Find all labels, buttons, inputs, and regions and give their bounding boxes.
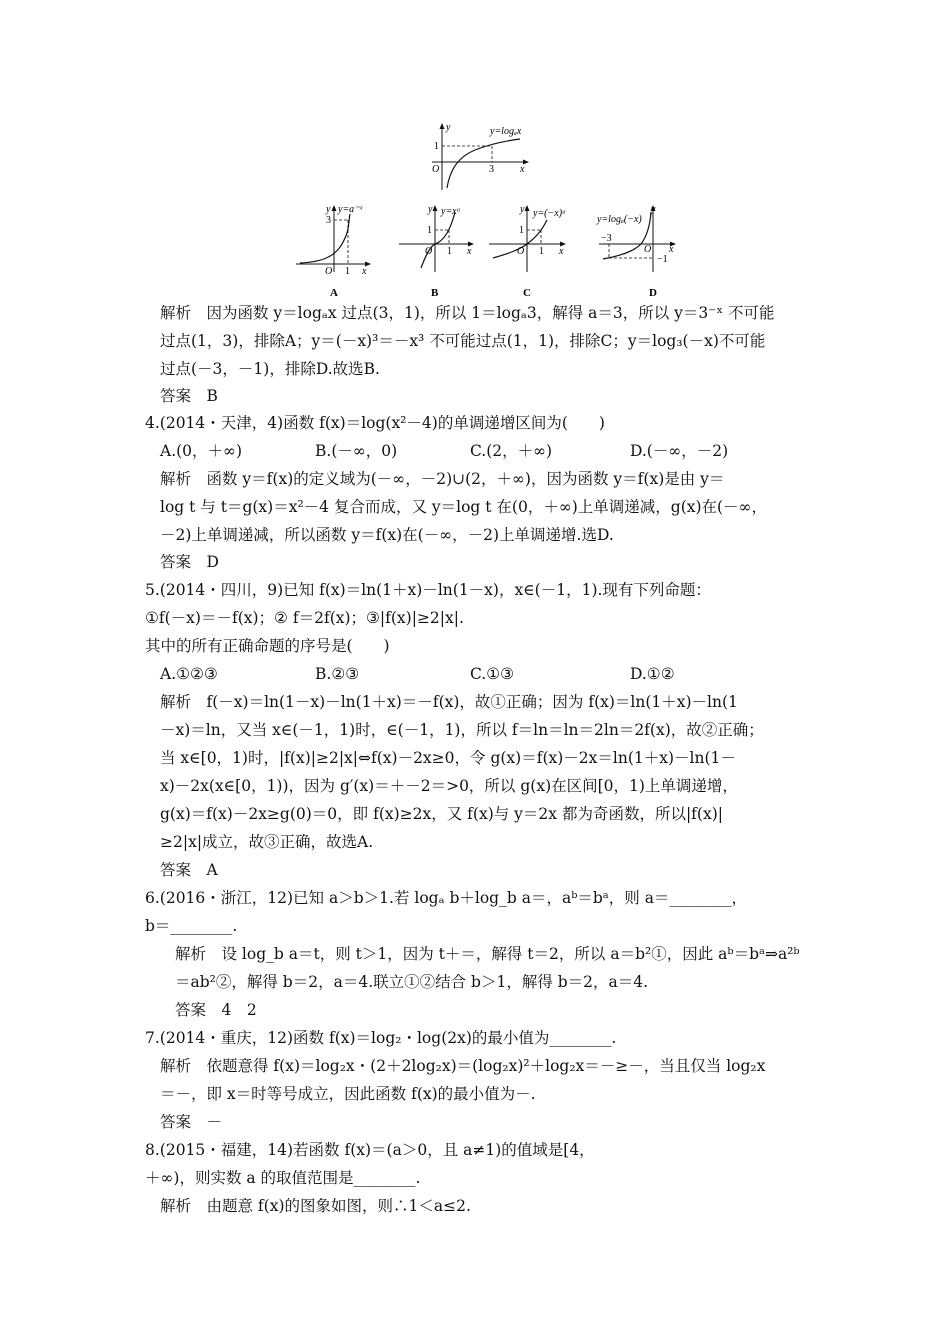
y-axis-label: y [520,204,525,215]
analysis-q3-line1: 解析 因为函数 y＝logₐx 过点(3，1)，所以 1＝logₐ3，解得 a＝3，所以 y＝3⁻ˣ 不可能 [160,304,775,322]
question-5-option-c: C.①③ [470,665,515,683]
question-6-stem: 6.(2016・浙江，12)已知 a＞b＞1.若 logₐ b＋log_b a＝，aᵇ＝bᵃ，则 a＝________， [145,889,747,907]
x-axis-label: x [559,246,564,257]
y-axis-label: y [428,204,433,215]
y-axis-label: y [651,204,656,215]
origin-label: O [517,246,525,257]
figure-option-c [487,200,567,300]
figure-main-log-graph [420,120,540,200]
analysis-q5-line6: ≥2|x|成立，故③正确，故选A. [160,833,374,851]
question-5-option-a: A.①②③ [160,665,218,683]
y-tick-label: 1 [519,225,524,236]
x-tick-label: 3 [489,164,494,175]
analysis-q6-line1: 解析 设 log_b a＝t，则 t＞1，因为 t＋＝，解得 t＝2，所以 a＝b²①，因此 aᵇ＝bᵃ⇒a²ᵇ [175,945,800,963]
question-5-prompt: 其中的所有正确命题的序号是( ) [145,637,390,655]
origin-label: O [325,266,333,277]
analysis-q7-line2: ＝－，即 x＝时等号成立，因此函数 f(x)的最小值为－. [160,1085,536,1103]
x-axis-label: x [520,164,525,175]
option-label: A [330,287,338,299]
curve-label: y=xᵃ [441,206,461,217]
origin-label: O [425,246,433,257]
x-tick-label: −3 [601,233,612,244]
analysis-q3-line2: 过点(1，3)，排除A；y＝(－x)³＝－x³ 不可能过点(1，1)，排除C；y＝log₃(－x)不可能 [160,332,766,350]
question-4-option-d: D.(－∞，－2) [630,442,729,460]
curve-label: y=logₐ(−x) [597,214,642,225]
analysis-q4-line1: 解析 函数 y＝f(x)的定义域为(－∞，－2)∪(2，＋∞)，因为函数 y＝f(x)是由 y＝ [160,470,725,488]
x-tick-label: 1 [447,246,452,257]
y-tick-label: 1 [427,225,432,236]
x-tick-label: 1 [539,246,544,257]
x-axis-label: x [467,246,472,257]
option-label: C [523,287,531,299]
question-5-propositions: ①f(－x)＝－f(x)；② f＝2f(x)；③|f(x)|≥2|x|. [145,609,464,627]
y-tick-label: 1 [434,141,439,152]
question-4-option-a: A.(0，＋∞) [160,442,242,460]
analysis-q7-line1: 解析 依题意得 f(x)＝log₂x・(2＋2log₂x)＝(log₂x)²＋log₂x＝－≥－，当且仅当 log₂x [160,1057,766,1075]
question-4-option-b: B.(－∞，0) [315,442,398,460]
analysis-q6-line2: ＝ab²②，解得 b＝2，a＝4.联立①②结合 b＞1，解得 b＝2，a＝4. [175,973,649,991]
x-axis-label: x [669,244,674,255]
question-7-stem: 7.(2014・重庆，12)函数 f(x)＝log₂・log(2x)的最小值为________. [145,1029,617,1047]
curve-label: y=a⁻ˣ [338,204,363,215]
figure-option-d [595,200,685,300]
option-label: B [431,287,439,299]
question-6-stem-cont: b＝________. [145,917,238,935]
question-8-stem: 8.(2015・福建，14)若函数 f(x)＝(a＞0，且 a≠1)的值域是[4， [145,1141,595,1159]
analysis-q4-line2: log t 与 t＝g(x)＝x²－4 复合而成，又 y＝log t 在(0，＋∞)上单调递减，g(x)在(－∞， [160,498,768,516]
x-tick-label: 1 [345,266,350,277]
y-tick-label: 3 [326,215,331,226]
figure-option-a [292,200,372,300]
y-axis-label: y [326,204,331,215]
curve-label: y=logₐx [490,126,522,137]
y-tick-label: −1 [657,254,668,265]
analysis-q5-line2: －x)＝ln，又当 x∈(－1，1)时，∈(－1，1)，所以 f＝ln＝ln＝2ln＝2f(x)，故②正确； [160,721,764,739]
answer-q3: 答案 B [160,387,218,405]
y-axis-label: y [446,122,451,133]
analysis-q5-line3: 当 x∈[0，1)时，|f(x)|≥2|x|⇔f(x)－2x≥0，令 g(x)＝f(x)－2x＝ln(1＋x)－ln(1－ [160,749,736,767]
analysis-q5-line1: 解析 f(－x)＝ln(1－x)－ln(1＋x)＝－f(x)，故①正确；因为 f(x)＝ln(1＋x)－ln(1 [160,693,738,711]
analysis-q4-line3: －2)上单调递减，所以函数 y＝f(x)在(－∞，－2)上单调递增.选D. [160,526,614,544]
analysis-q5-line5: g(x)＝f(x)－2x≥g(0)＝0，即 f(x)≥2x，又 f(x)与 y＝2x 都为奇函数，所以|f(x)| [160,805,723,823]
question-8-stem-cont: ＋∞)，则实数 a 的取值范围是________. [145,1169,421,1187]
answer-q7: 答案 － [160,1113,223,1131]
origin-label: O [644,244,652,255]
question-4-option-c: C.(2，＋∞) [470,442,553,460]
answer-q5: 答案 A [160,861,218,879]
question-5-option-d: D.①② [630,665,675,683]
analysis-q8-line1: 解析 由题意 f(x)的图象如图，则∴1＜a≤2. [160,1197,471,1215]
x-axis-label: x [362,266,367,277]
answer-q4: 答案 D [160,553,219,571]
origin-label: O [432,164,440,175]
option-label: D [649,287,657,299]
analysis-q3-line3: 过点(－3，－1)，排除D.故选B. [160,360,380,378]
question-4-stem: 4.(2014・天津，4)函数 f(x)＝log(x²－4)的单调递增区间为( ) [145,414,605,432]
answer-q6: 答案 4 2 [175,1001,257,1019]
question-5-stem: 5.(2014・四川，9)已知 f(x)＝ln(1＋x)－ln(1－x)，x∈(－1，1).现有下列命题： [145,581,711,599]
question-5-option-b: B.②③ [315,665,360,683]
figure-option-b [397,200,477,300]
curve-label: y=(−x)ᵃ [533,208,567,219]
analysis-q5-line4: x)－2x(x∈[0，1))，因为 g′(x)＝＋－2＝>0，所以 g(x)在区间[0，1)上单调递增， [160,777,738,795]
